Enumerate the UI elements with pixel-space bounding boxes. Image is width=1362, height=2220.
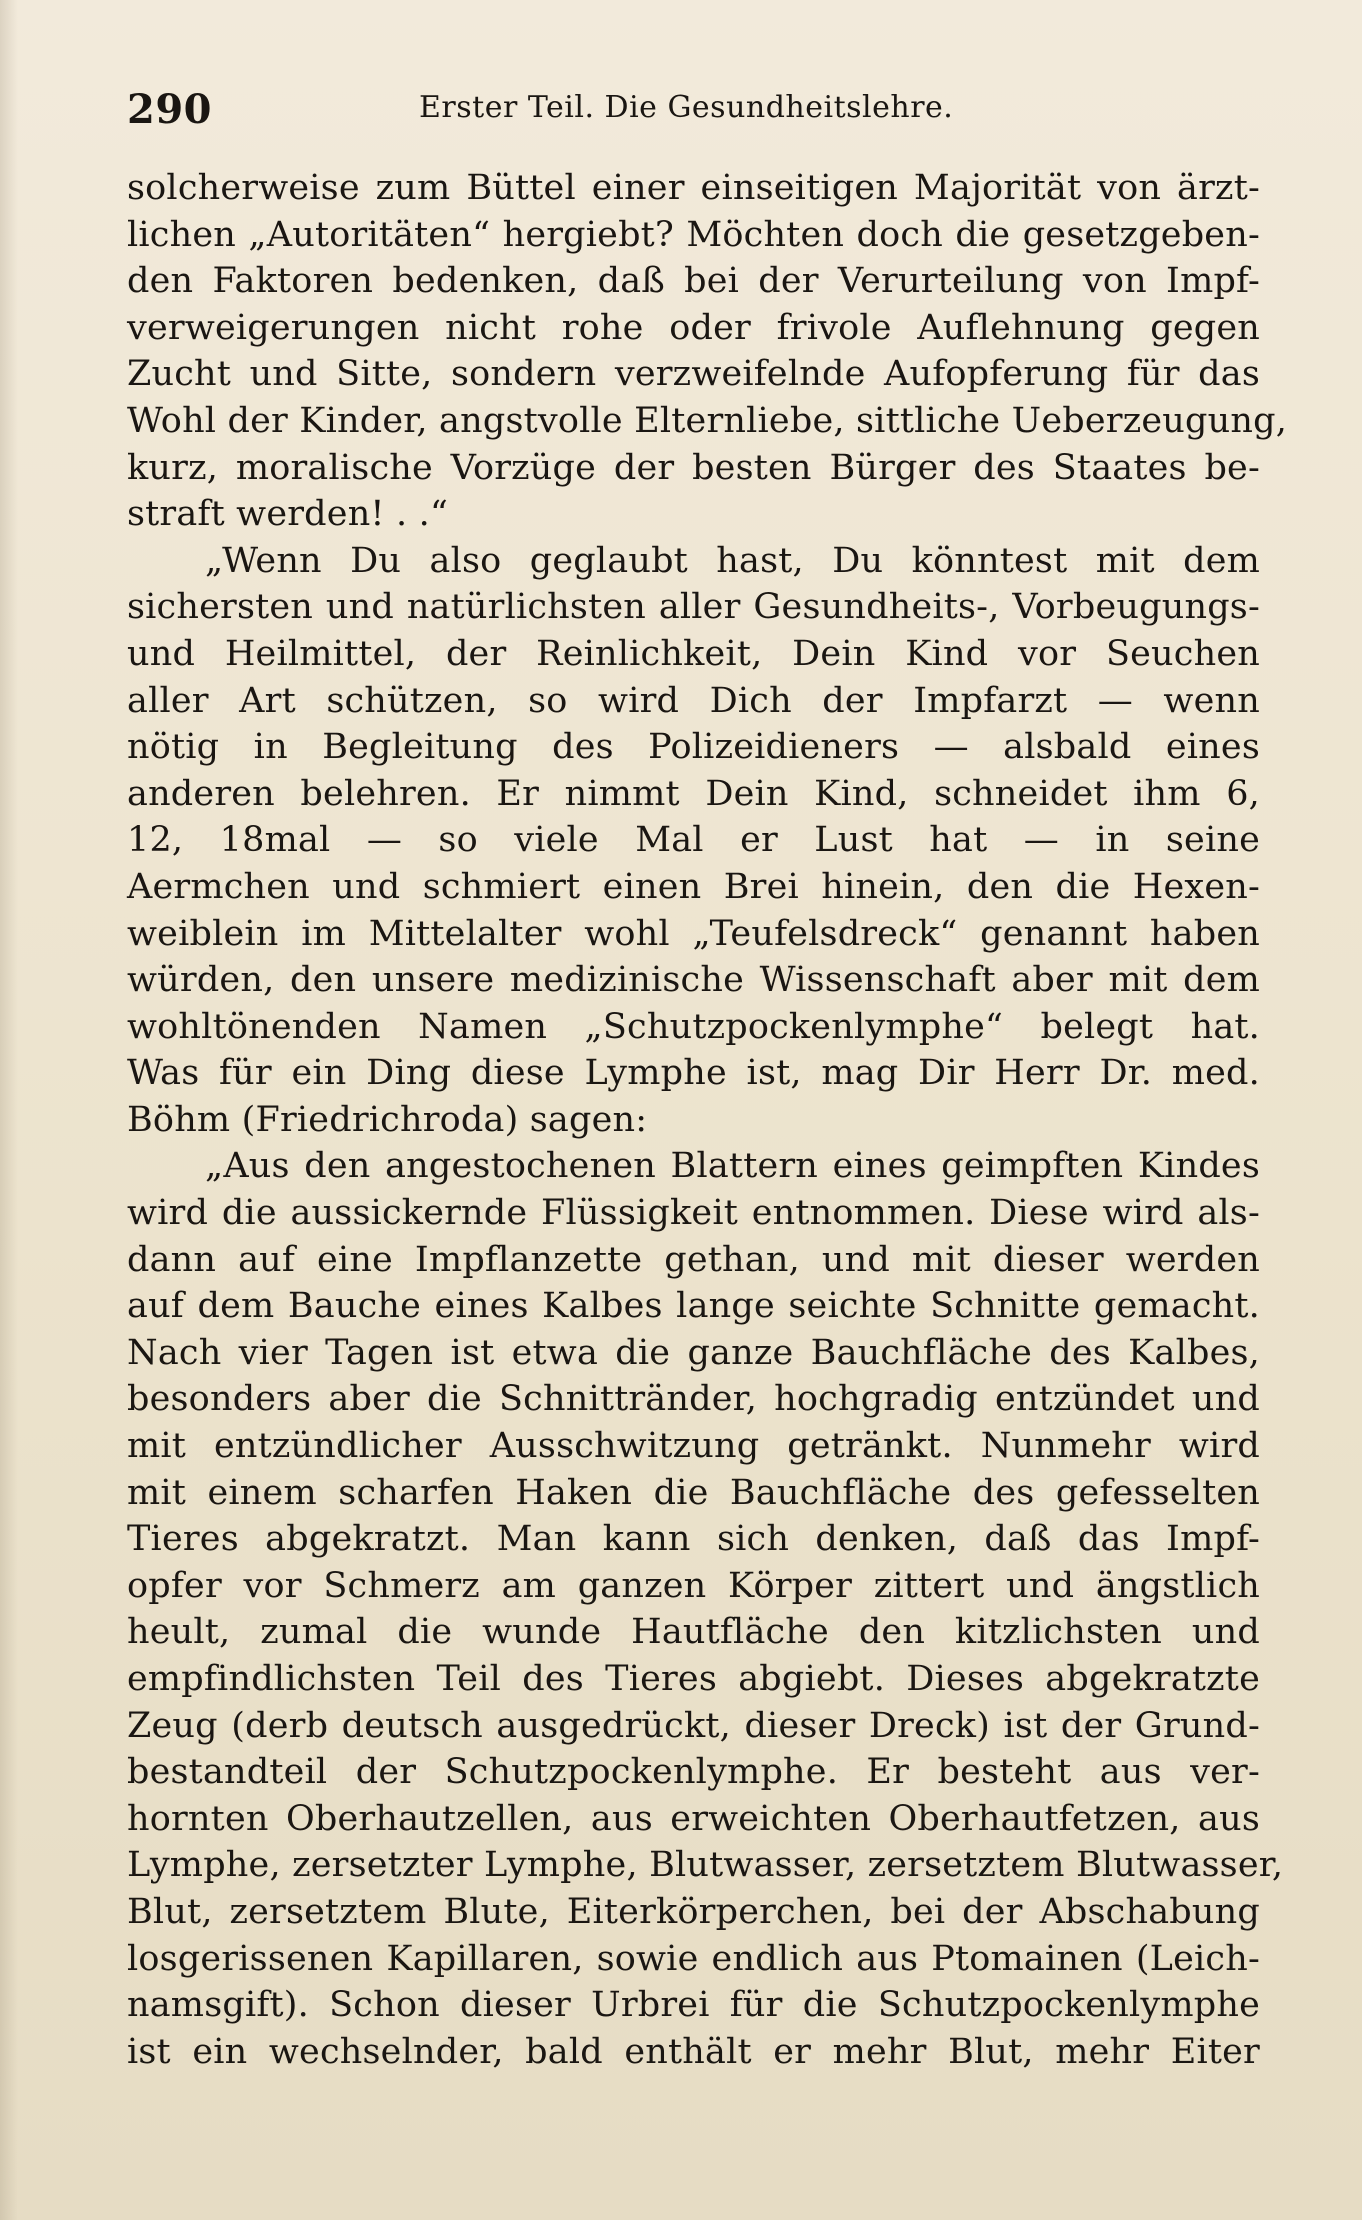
text-line: Blut, zersetztem Blute, Eiterkörperchen, bei der Abschabung [127,1891,1260,1932]
text-line: Was für ein Ding diese Lymphe ist, mag Dir Herr Dr. med. [127,1053,1260,1094]
page-body-text [127,165,1288,2075]
text-line: aller Art schützen, so wird Dich der Impfarzt — wenn [127,680,1260,721]
running-head: Erster Teil. Die Gesundheitslehre. [419,90,954,125]
text-line: sichersten und natürlichsten aller Gesundheits-, Vorbeugungs- [127,587,1260,628]
text-line: ist ein wechselnder, bald enthält er mehr Blut, mehr Eiter [127,2031,1260,2072]
text-line: Tieres abgekratzt. Man kann sich denken, daß das Impf- [127,1519,1260,1560]
text-line: wohltönenden Namen „Schutzpockenlymphe“ belegt hat. [127,1006,1260,1047]
text-line: Zeug (derb deutsch ausgedrückt, dieser Dreck) ist der Grund- [127,1705,1260,1746]
text-line: heult, zumal die wunde Hautfläche den kitzlichsten und [127,1612,1260,1653]
text-line: bestandteil der Schutzpockenlymphe. Er besteht aus ver- [127,1752,1260,1793]
text-line: Böhm (Friedrichroda) sagen: [127,1099,648,1140]
text-line: hornten Oberhautzellen, aus erweichten Oberhautfetzen, aus [127,1798,1260,1839]
text-line: verweigerungen nicht rohe oder frivole Auflehnung gegen [127,307,1260,348]
text-line: 12, 18mal — so viele Mal er Lust hat — in seine [127,820,1260,861]
text-line: „Aus den angestochenen Blattern eines geimpften Kindes [205,1146,1260,1187]
text-line: straft werden! . .“ [127,494,449,535]
text-line: weiblein im Mittelalter wohl „Teufelsdreck“ genannt haben [127,913,1260,954]
text-line: kurz, moralische Vorzüge der besten Bürger des Staates be- [127,447,1260,488]
text-line: mit einem scharfen Haken die Bauchfläche des gefesselten [127,1472,1260,1513]
text-line: dann auf eine Impflanzette gethan, und mit dieser werden [127,1239,1260,1280]
text-line: würden, den unsere medizinische Wissenschaft aber mit dem [127,960,1260,1001]
text-line: „Wenn Du also geglaubt hast, Du könntest mit dem [205,540,1260,581]
text-line: Wohl der Kinder, angstvolle Elternliebe, sittliche Ueberzeugung, [127,400,1288,441]
text-line: Nach vier Tagen ist etwa die ganze Bauchfläche des Kalbes, [127,1332,1260,1373]
text-line: losgerissenen Kapillaren, sowie endlich aus Ptomainen (Leich- [127,1938,1260,1979]
text-line: und Heilmittel, der Reinlichkeit, Dein Kind vor Seuchen [127,633,1260,674]
text-line: opfer vor Schmerz am ganzen Körper zittert und ängstlich [127,1565,1260,1606]
text-line: auf dem Bauche eines Kalbes lange seichte Schnitte gemacht. [127,1286,1260,1327]
text-line: Zucht und Sitte, sondern verzweifelnde Aufopferung für das [127,354,1260,395]
text-line: nötig in Begleitung des Polizeidieners — alsbald eines [127,727,1260,768]
text-line: anderen belehren. Er nimmt Dein Kind, schneidet ihm 6, [127,773,1260,814]
text-line: namsgift). Schon dieser Urbrei für die Schutzpockenlymphe [127,1985,1260,2026]
text-line: solcherweise zum Büttel einer einseitigen Majorität von ärzt- [127,168,1260,208]
text-line: besonders aber die Schnittränder, hochgradig entzündet und [127,1379,1260,1420]
text-line: empfindlichsten Teil des Tieres abgiebt. Dieses abgekratzte [127,1659,1260,1699]
page-edge-shadow [0,0,18,2220]
page-number: 290 [127,86,212,133]
text-line: lichen „Autoritäten“ hergiebt? Möchten doch die gesetzgeben- [127,214,1260,255]
text-line: mit entzündlicher Ausschwitzung getränkt. Nunmehr wird [127,1426,1260,1467]
text-line: den Faktoren bedenken, daß bei der Verurteilung von Impf- [127,261,1260,302]
text-line: wird die aussickernde Flüssigkeit entnommen. Diese wird als- [127,1193,1260,1234]
page-header [127,86,1277,146]
text-line: Lymphe, zersetzter Lymphe, Blutwasser, zersetztem Blutwasser, [127,1845,1284,1886]
text-line: Aermchen und schmiert einen Brei hinein, den die Hexen- [127,866,1260,907]
